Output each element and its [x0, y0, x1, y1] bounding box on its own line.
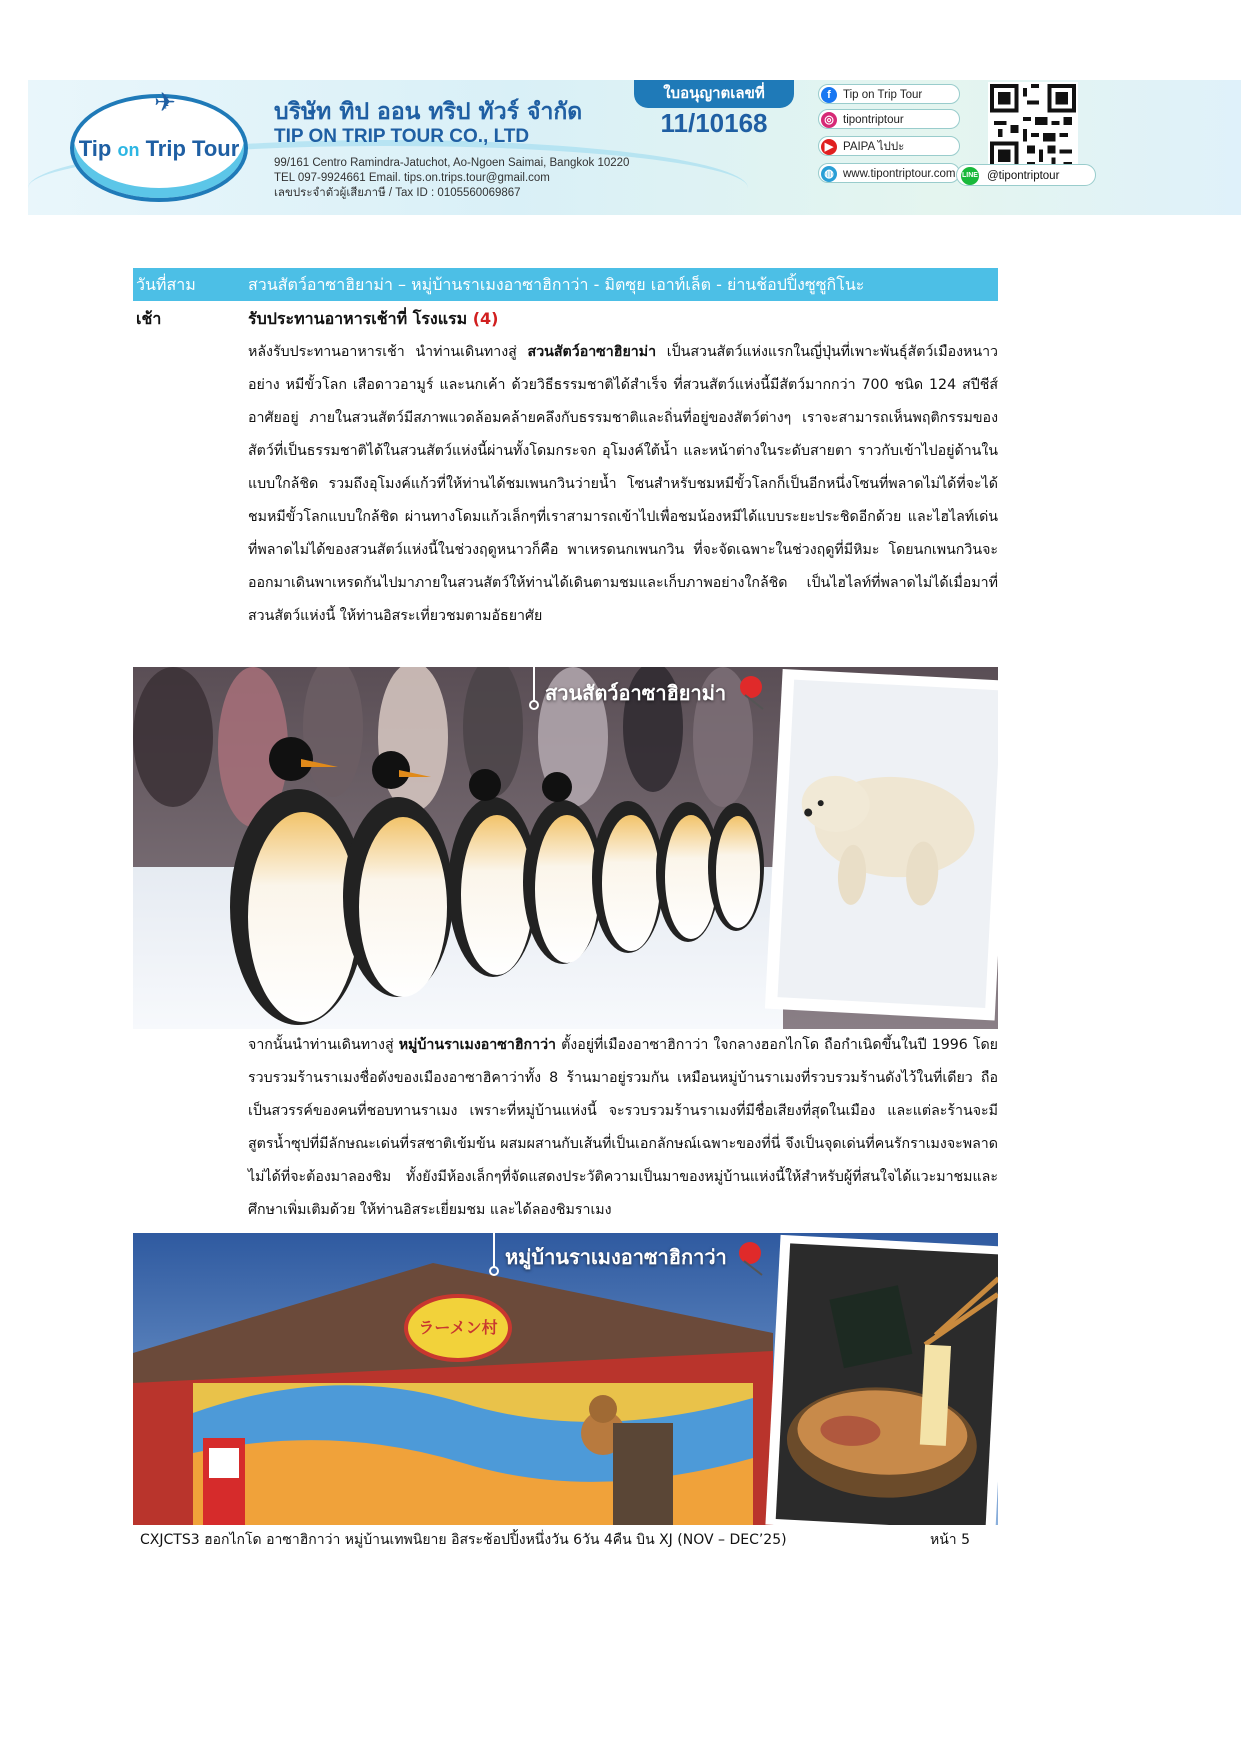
footer-program-code: CXJCTS3 ฮอกไกโด อาซาฮิกาว่า หมู่บ้านเทพนิยาย อิสระช้อปปิ้งหนึ่งวัน 6วัน 4คืน บิน XJ (NOV – DEC’25): [140, 1532, 787, 1548]
zoo-name: สวนสัตว์อาซาฮิยาม่า: [527, 344, 657, 360]
ramen-photo-caption: หมู่บ้านราเมงอาซาฮิกาว่า: [505, 1245, 727, 1269]
company-header-banner: [28, 80, 1241, 215]
zoo-photo-collage: [133, 667, 998, 1029]
airplane-icon: ✈: [154, 88, 176, 118]
company-name-thai: บริษัท ทิป ออน ทริป ทัวร์ จำกัด: [274, 99, 583, 125]
day-label: วันที่สาม: [136, 275, 196, 294]
meal-number: (4): [472, 309, 499, 328]
line-icon: LINE: [961, 167, 979, 185]
social-facebook[interactable]: f Tip on Trip Tour: [818, 84, 960, 104]
footer-page-number: หน้า 5: [929, 1532, 970, 1548]
zoo-photo-caption: สวนสัตว์อาซาฮิยาม่า: [545, 681, 727, 705]
meal-row: [133, 304, 998, 332]
globe-icon: ◍: [821, 166, 837, 182]
meal-time: เช้า: [136, 309, 162, 328]
paragraph-ramen-village: จากนั้นนำท่านเดินทางสู่ หมู่บ้านราเมงอาซาฮิกาว่า ตั้งอยู่ที่เมืองอาซาฮิกาว่า ใจกลางฮอกไกโด ถือกำเนิดขึ้นในปี 1996 โดยรวบรวมร้านราเมงชื่อดังของเมืองอาซาฮิคาว่าทั้ง 8 ร้านมาอยู่รวมกัน เหมือนหมู่บ้านราเมงที่รวบรวมร้านดังไว้ในที่เดียว ถือเป็นสวรรค์ของคนที่ชอบทานราเมง เพราะที่หมู่บ้านแห่งนี้ จะรวบรวมร้านราเมงที่มีชื่อเสียงที่สุดในเมือง และแต่ละร้านจะมีสูตรน้ำซุปที่มีลักษณะเด่นที่รสชาติเข้มข้น ผสมผสานกับเส้นที่เป็นเอกลักษณ์เฉพาะของที่นี่ จึงเป็นจุดเด่นที่คนรักราเมงจะพลาดไม่ได้ที่จะต้องมาลองชิม ทั้งยังมีห้องเล็กๆที่จัดแสดงประวัติความเป็นมาของหมู่บ้านแห่งนี้ให้สำหรับผู้ที่สนใจได้แวะมาชมและศึกษาเพิ่มเติมด้วย ให้ท่านอิสระเยี่ยมชม และได้ลองชิมราเมง: [248, 1037, 998, 1218]
social-website[interactable]: ◍ www.tipontriptour.com: [818, 163, 960, 183]
meal-text: รับประทานอาหารเช้าที่ โรงแรม (4): [248, 309, 499, 328]
logo-text: Tip on Trip Tour: [78, 136, 240, 161]
license-number: 11/10168: [660, 108, 768, 138]
license-label: ใบอนุญาตเลขที่: [634, 80, 794, 108]
line-contact[interactable]: LINE @tipontriptour: [956, 164, 1096, 186]
ramen-village-sign: ラーメン村: [418, 1318, 498, 1337]
company-name-english: TIP ON TRIP TOUR CO., LTD: [274, 126, 530, 147]
paragraph-zoo: หลังรับประทานอาหารเช้า นำท่านเดินทางสู่ สวนสัตว์อาซาฮิยาม่า เป็นสวนสัตว์แห่งแรกในญี่ปุ่นที่เพาะพันธุ์สัตว์เมืองหนาวอย่าง หมีขั้วโลก เสือดาวอามูร์ และนกเค้า ด้วยวิธีธรรมชาติได้สำเร็จ ที่สวนสัตว์แห่งนี้มีสัตว์มากกว่า 700 ชนิด 124 สปีชีส์ อาศัยอยู่ ภายในสวนสัตว์มีสภาพแวดล้อมคล้ายคลึงกับธรรมชาติและถิ่นที่อยู่ของสัตว์ต่างๆ เราจะสามารถเห็นพฤติกรรมของสัตว์ที่เป็นธรรมชาติได้ในสวนสัตว์แห่งนี้ผ่านทั้งโดมกระจก อุโมงค์ใต้น้ำ และหน้าต่างในระดับสายตา ราวกับเข้าไปอยู่ด้านในแบบใกล้ชิด รวมถึงอุโมงค์แก้วที่ให้ท่านได้ชมเพนกวินว่ายน้ำ โซนสำหรับชมหมีขั้วโลกก็เป็นอีกหนึ่งโซนที่พลาดไม่ได้ที่จะได้ชมหมีขั้วโลกแบบใกล้ชิด ผ่านทางโดมแก้วเล็กๆที่เราสามารถเข้าไปเพื่อชมน้องหมีได้แบบระยะประชิดอีกด้วย และไฮไลท์เด่นที่พลาดไม่ได้ของสวนสัตว์แห่งนี้ในช่วงฤดูหนาวก็คือ พาเหรดนกเพนกวิน ที่จะจัดเฉพาะในช่วงฤดูที่มีหิมะ โดยนกเพนกวินจะออกมาเดินพาเหรดกันไปมาภายในสวนสัตว์ให้ท่านได้เดินตามชมและเก็บภาพอย่างใกล้ชิด เป็นไฮไลท์ที่พลาดไม่ได้เมื่อมาที่สวนสัตว์แห่งนี้ ให้ท่านอิสระเที่ยวชมตามอัธยาศัย: [248, 344, 999, 624]
company-address: 99/161 Centro Ramindra-Jatuchot, Ao-Ngoen Saimai, Bangkok 10220 TEL 097-9924661 Email. tips.on.trips.tour@gmail.com เลขประจำตัวผู้เสียภาษี / Tax ID : 0105560069867: [274, 157, 630, 199]
facebook-icon: f: [821, 87, 837, 103]
ramen-village-name: หมู่บ้านราเมงอาซาฮิกาว่า: [398, 1037, 557, 1053]
day-header-bar: [133, 268, 998, 301]
instagram-icon: ◎: [821, 112, 837, 128]
day-title: สวนสัตว์อาซาฮิยาม่า – หมู่บ้านราเมงอาซาฮิกาว่า - มิตซุย เอาท์เล็ต - ย่านช้อปปิ้งซูซูกิโนะ: [248, 275, 865, 294]
social-instagram[interactable]: ◎ tipontriptour: [818, 109, 960, 129]
youtube-icon: ▶: [821, 139, 837, 155]
social-youtube[interactable]: ▶ PAIPA ไปปะ: [818, 136, 960, 156]
qr-code[interactable]: [988, 82, 1078, 172]
ramen-village-photo-collage: [133, 1233, 998, 1525]
